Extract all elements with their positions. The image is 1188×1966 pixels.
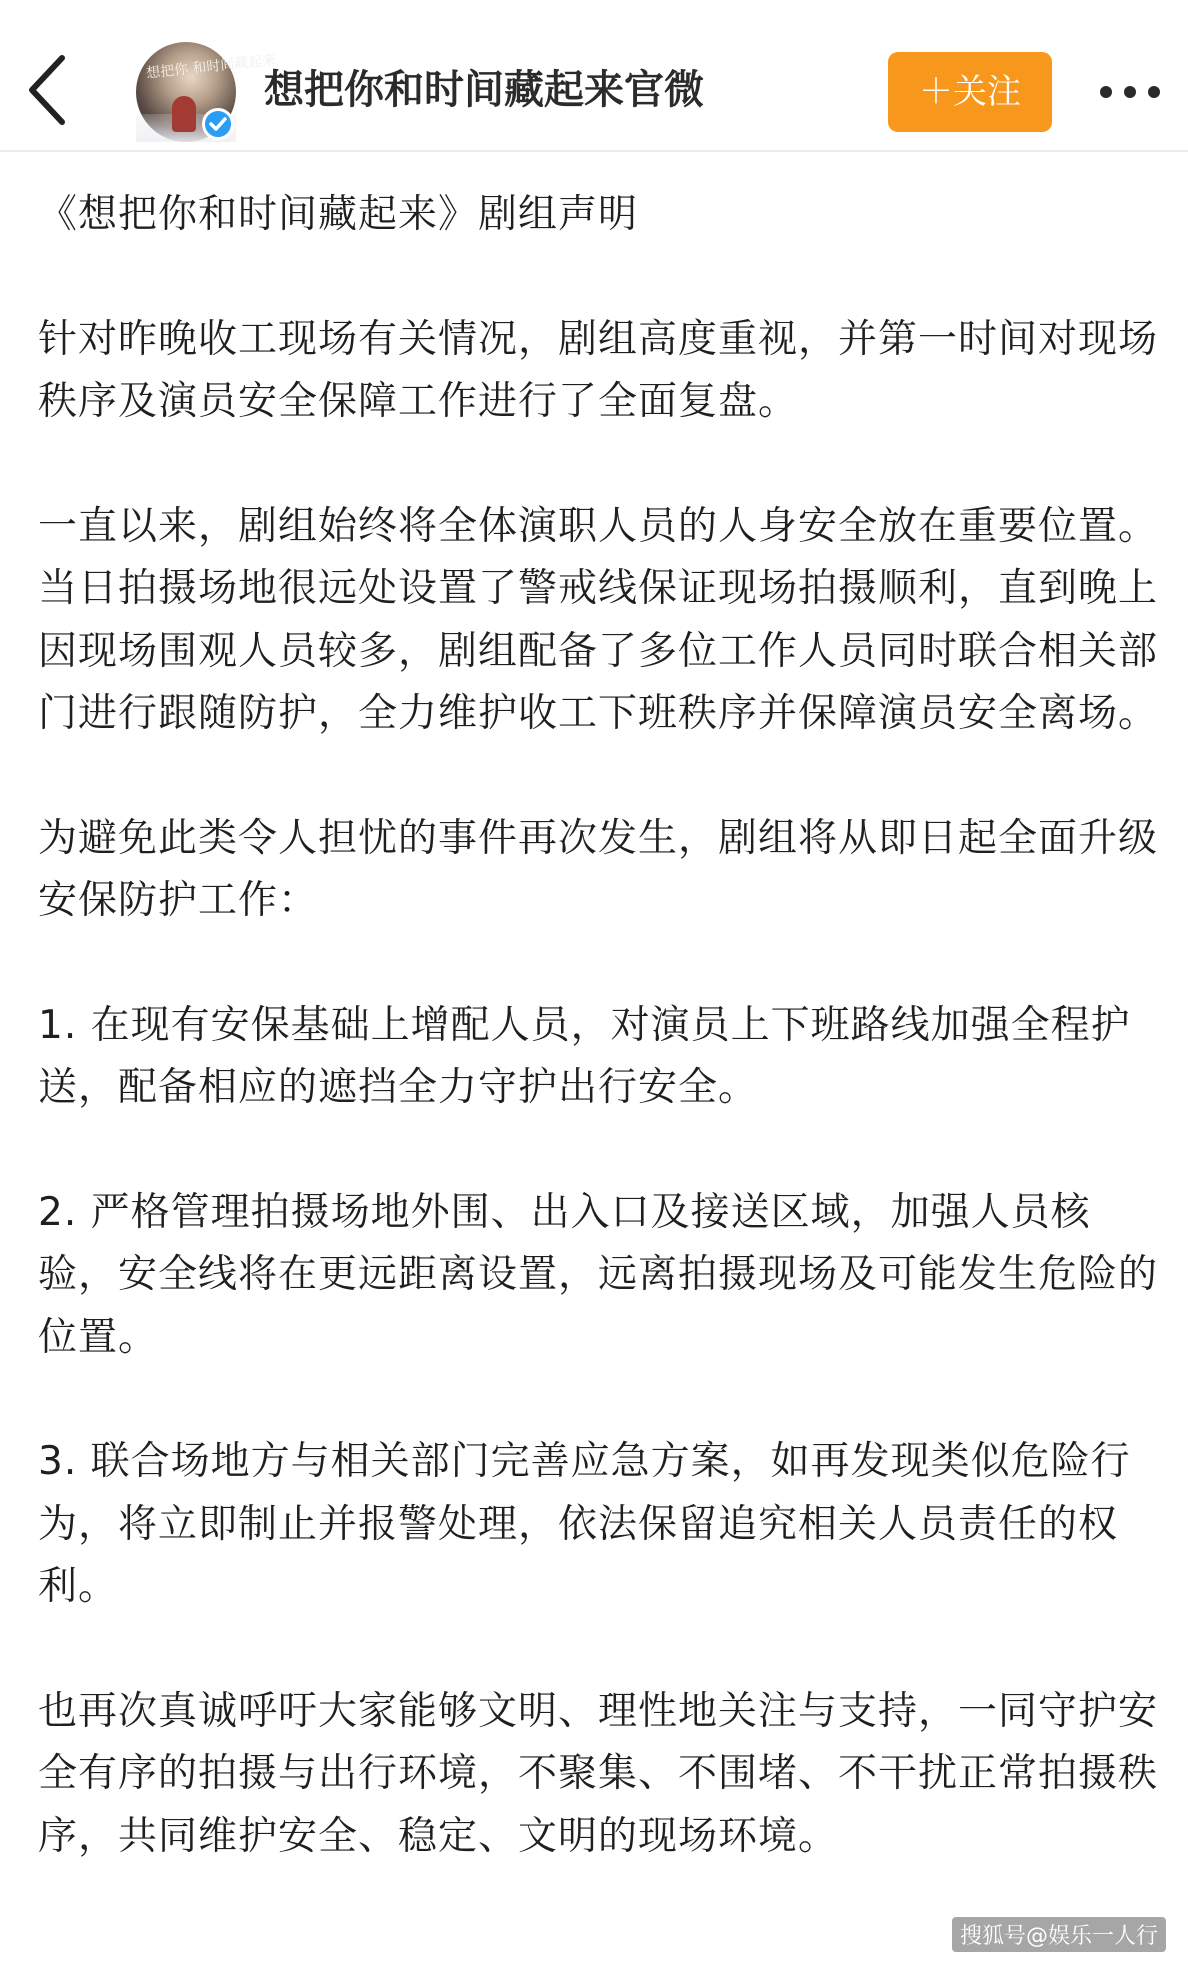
avatar-figure-decoration	[172, 96, 196, 132]
post-body	[38, 184, 1160, 1930]
measure-item-2: 2. 严格管理拍摄场地外围、出入口及接送区域，加强人员核验，安全线将在更远距离设置，远离拍摄现场及可能发生危险的位置。	[38, 1189, 1159, 1360]
chevron-left-icon	[22, 52, 82, 128]
more-dots-icon	[1096, 70, 1164, 114]
more-options-button[interactable]	[1096, 70, 1164, 114]
statement-paragraph: 一直以来，剧组始终将全体演职人员的人身安全放在重要位置。当日拍摄场地很远处设置了警戒线保证现场拍摄顺利，直到晚上因现场围观人员较多，剧组配备了多位工作人员同时联合相关部门进行跟随防护，全力维护收工下班秩序并保障演员安全离场。	[38, 503, 1159, 736]
follow-button[interactable]: ＋关注	[888, 52, 1052, 132]
statement-title: 《想把你和时间藏起来》剧组声明	[38, 192, 639, 237]
back-button[interactable]	[22, 52, 82, 128]
avatar-logo-script: 想把你 和时间藏起来	[145, 52, 277, 82]
statement-paragraph: 针对昨晚收工现场有关情况，剧组高度重视，并第一时间对现场秩序及演员安全保障工作进行了全面复盘。	[38, 316, 1159, 424]
verified-badge-icon	[202, 108, 234, 140]
watermark: 搜狐号@娱乐一人行	[952, 1917, 1166, 1952]
statement-paragraph: 为避免此类令人担忧的事件再次发生，剧组将从即日起全面升级安保防护工作：	[38, 815, 1159, 923]
measure-item-1: 1. 在现有安保基础上增配人员，对演员上下班路线加强全程护送，配备相应的遮挡全力守护出行安全。	[38, 1002, 1131, 1110]
post-header	[0, 0, 1188, 152]
measure-item-3: 3. 联合场地方与相关部门完善应急方案，如再发现类似危险行为，将立即制止并报警处理，依法保留追究相关人员责任的权利。	[38, 1439, 1131, 1609]
statement-closing: 也再次真诚呼吁大家能够文明、理性地关注与支持，一同守护安全有序的拍摄与出行环境，不聚集、不围堵、不干扰正常拍摄秩序，共同维护安全、稳定、文明的现场环境。	[38, 1688, 1159, 1859]
account-name[interactable]: 想把你和时间藏起来官微	[264, 67, 704, 113]
